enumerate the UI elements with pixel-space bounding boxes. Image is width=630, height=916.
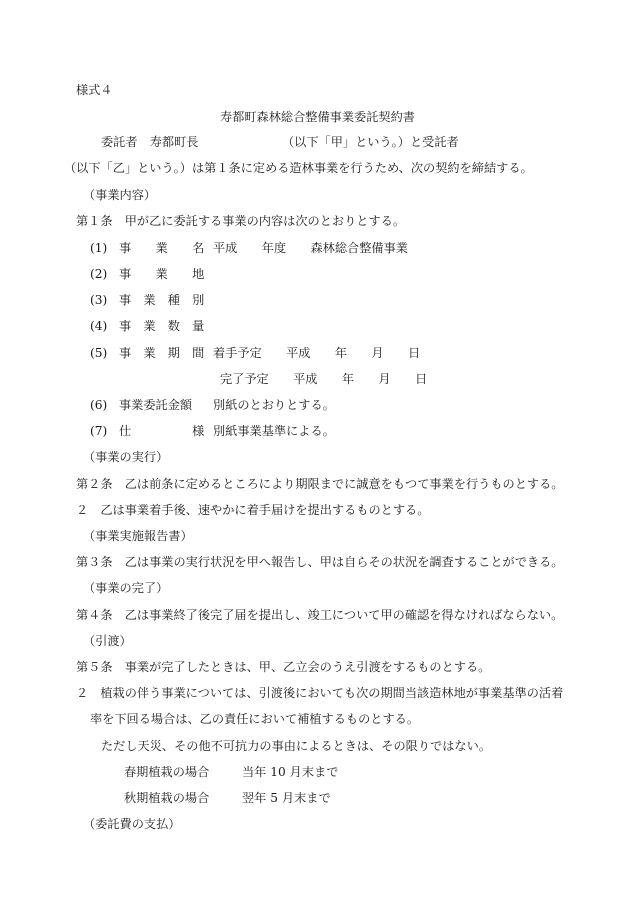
- article-3: 第３条 乙は事業の実行状況を甲へ報告し、甲は自らその状況を調査することができる。: [76, 555, 564, 569]
- article-5: 第５条 事業が完了したときは、甲、乙立会のうえ引渡をするものとする。: [76, 660, 491, 674]
- section-heading-report: （事業実施報告書）: [83, 529, 193, 543]
- item-number: (5): [90, 346, 108, 360]
- document-title: 寿都町森林総合整備事業委託契約書: [220, 110, 415, 124]
- intro-consignee: （以下「甲」という。）と受託者: [282, 135, 459, 149]
- item-number: (1): [90, 241, 108, 255]
- section-heading-content: （事業内容）: [83, 188, 157, 202]
- autumn-planting-label: 秋期植栽の場合: [124, 791, 210, 805]
- section-heading-execution: （事業の実行）: [83, 450, 169, 464]
- item-label-contract-amount: 事業委託金額: [119, 398, 193, 412]
- item-label-project-name: 事 業 名: [119, 241, 205, 255]
- intro-consignor: 委託者 寿都町長: [101, 135, 199, 149]
- item-value-contract-amount: 別紙のとおりとする。: [213, 398, 335, 412]
- spring-planting-label: 春期植栽の場合: [124, 765, 210, 779]
- section-heading-completion: （事業の完了）: [83, 581, 169, 595]
- form-label: 様式４: [76, 83, 113, 97]
- article-5-paragraph-2-cont: 率を下回る場合は、乙の責任において補植するものとする。: [90, 712, 420, 726]
- item-number: (4): [90, 319, 108, 333]
- item-label-project-site: 事 業 地: [119, 267, 205, 281]
- item-number: (7): [90, 424, 108, 438]
- section-heading-payment: （委託費の支払）: [83, 817, 181, 831]
- item-value-project-name: 平成 年度 森林総合整備事業: [213, 241, 408, 255]
- item-value-specification: 別紙事業基準による。: [213, 424, 335, 438]
- item-value-start-date: 着手予定 平成 年 月 日: [213, 346, 421, 360]
- item-label-project-type: 事 業 種 別: [119, 293, 205, 307]
- item-value-end-date: 完了予定 平成 年 月 日: [220, 372, 428, 386]
- spring-planting-deadline: 当年 10 月末まで: [242, 765, 339, 779]
- item-number: (3): [90, 293, 108, 307]
- item-number: (6): [90, 398, 108, 412]
- section-heading-handover: （引渡）: [83, 634, 132, 648]
- article-5-paragraph-2: ２ 植栽の伴う事業については、引渡後においても次の期間当該造林地が事業基準の活着: [76, 686, 564, 700]
- article-4: 第４条 乙は事業終了後完了届を提出し、竣工について甲の確認を得なければならない。: [76, 608, 564, 622]
- article-2-paragraph-2: ２ 乙は事業着手後、速やかに着手届けを提出するものとする。: [76, 503, 430, 517]
- item-label-project-period: 事 業 期 間: [119, 346, 205, 360]
- item-number: (2): [90, 267, 108, 281]
- intro-line-2: （以下「乙」という。）は第１条に定める造林事業を行うため、次の契約を締結する。: [64, 161, 533, 175]
- item-label-specification: 仕 様: [119, 424, 205, 438]
- article-1: 第１条 甲が乙に委託する事業の内容は次のとおりとする。: [76, 214, 406, 228]
- proviso: ただし天災、その他不可抗力の事由によるときは、その限りではない。: [101, 739, 491, 753]
- autumn-planting-deadline: 翌年 5 月末まで: [242, 791, 331, 805]
- item-label-project-quantity: 事 業 数 量: [119, 319, 205, 333]
- article-2: 第２条 乙は前条に定めるところにより期限までに誠意をもつて事業を行うものとする。: [76, 477, 564, 491]
